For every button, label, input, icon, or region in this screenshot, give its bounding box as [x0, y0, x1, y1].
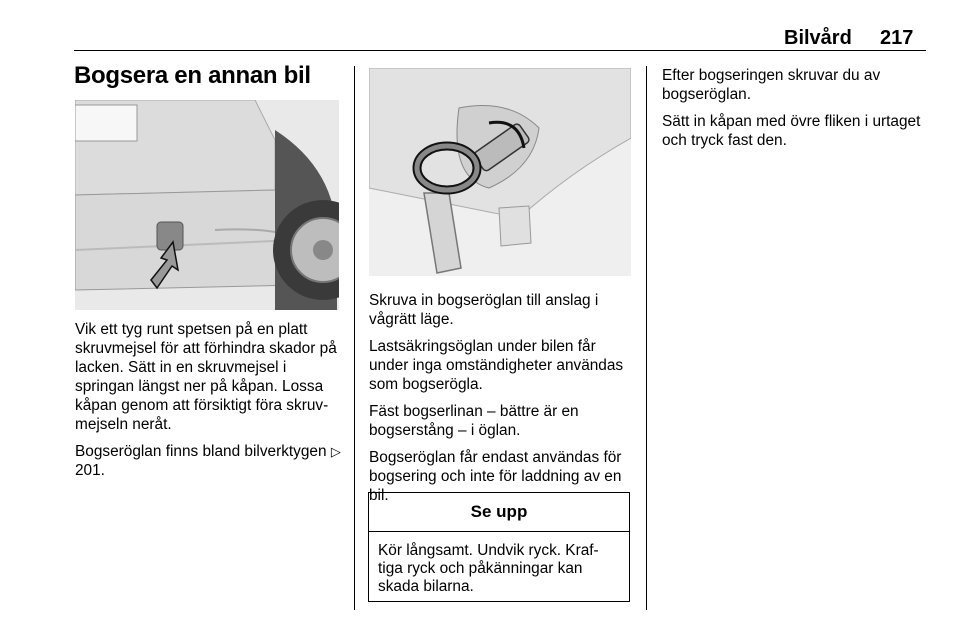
header-divider: [74, 50, 926, 51]
caution-body: Kör långsamt. Undvik ryck. Kraf-tiga ryck och påkänningar kan skada bilarna.: [378, 542, 599, 595]
illustration-towing-eye: [369, 68, 631, 276]
paragraph: Vik ett tyg runt spetsen på en platt skruvmejsel för att förhindra skador på lacken. Sätt in en skruvmejsel i springan längst ner på kåpan. Lossa kåpan genom att försiktigt föra skruv-mejseln neråt.: [75, 321, 337, 433]
column-1-text: [75, 320, 345, 488]
paragraph: Lastsäkringsöglan under bilen får under inga omständigheter användas som bogserögla.: [369, 338, 624, 393]
cross-reference-link[interactable]: 201.: [75, 462, 105, 479]
caution-title: Se upp: [369, 493, 629, 532]
paragraph: [75, 442, 345, 480]
triangle-right-outline-icon: ▷: [330, 444, 341, 459]
illustration-rear-bumper: [75, 100, 339, 310]
paragraph-text: Bogseröglan finns bland bilverktygen: [75, 443, 327, 460]
column-2-text: [369, 291, 635, 513]
page-number: 217: [880, 27, 914, 49]
column-3-text: [662, 66, 932, 158]
column-divider-2: [646, 66, 647, 610]
paragraph: Fäst bogserlinan – bättre är en bogserstång – i öglan.: [369, 403, 579, 439]
paragraph: Skruva in bogseröglan till anslag i vågrätt läge.: [369, 292, 599, 328]
caution-box: [368, 492, 630, 602]
section-title: Bogsera en annan bil: [74, 62, 311, 89]
running-header-section: Bilvård: [784, 27, 852, 49]
column-divider-1: [354, 66, 355, 610]
paragraph: Sätt in kåpan med övre fliken i urtaget och tryck fast den.: [662, 113, 921, 149]
paragraph: Bogseröglan får endast användas för bogsering och inte för laddning av en bil.: [369, 449, 622, 504]
paragraph: Efter bogseringen skruvar du av bogseröglan.: [662, 67, 881, 103]
